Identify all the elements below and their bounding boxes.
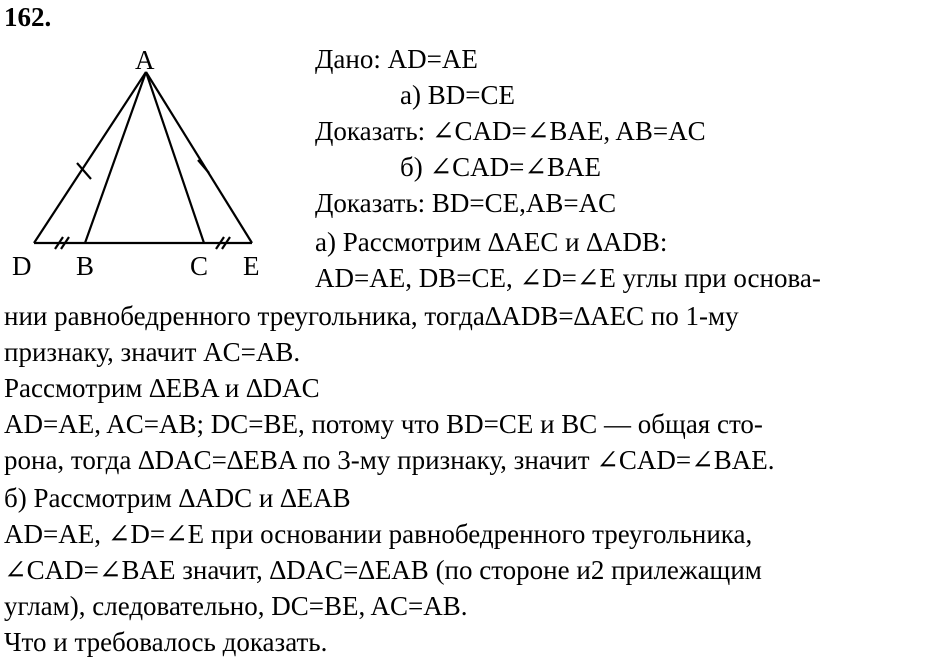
- solution-line: AD=AE, DB=CE, ∠D=∠E углы при основа-: [315, 263, 821, 293]
- tick-ae: [198, 160, 209, 173]
- point-label-b: B: [76, 251, 95, 281]
- solution-line: AD=AE, AC=AB; DC=BE, потому что BD=CE и BC — общая сто-: [4, 409, 763, 439]
- side-ad: [34, 72, 146, 243]
- problem-number: 162.: [4, 2, 52, 32]
- given-line: б) ∠CAD=∠BAE: [400, 152, 601, 182]
- point-label-e: E: [243, 251, 260, 281]
- solution-line: а) Рассмотрим ∆AEC и ∆ADB:: [315, 227, 668, 257]
- point-label-a: A: [135, 45, 155, 75]
- solution-line: ∠CAD=∠BAE значит, ∆DAC=∆EAB (по стороне и2 прилежащим: [4, 555, 762, 585]
- segment-ac: [146, 72, 204, 243]
- point-label-d: D: [12, 251, 32, 281]
- solution-line: б) Рассмотрим ∆ADC и ∆EAB: [4, 483, 351, 513]
- prove-line: Доказать: BD=CE,AB=AC: [315, 188, 617, 218]
- point-label-c: C: [190, 251, 209, 281]
- given-line: а) BD=CE: [400, 80, 515, 110]
- side-ae: [146, 72, 252, 243]
- conclusion-line: Что и требовалось доказать.: [4, 627, 328, 657]
- triangle-figure: [0, 0, 300, 290]
- prove-line: Доказать: ∠CAD=∠BAE, AB=AC: [315, 116, 706, 146]
- solution-line: Рассмотрим ∆EBA и ∆DAC: [4, 373, 320, 403]
- solution-line: рона, тогда ∆DAC=∆EBA по 3-му признаку, значит ∠CAD=∠BAE.: [4, 445, 775, 475]
- solution-line: AD=AE, ∠D=∠E при основании равнобедренного треугольника,: [4, 519, 753, 549]
- solution-line: признаку, значит AC=AB.: [4, 337, 301, 367]
- solution-line: углам), следовательно, DC=BE, AC=AB.: [4, 591, 468, 621]
- solution-line: нии равнобедренного треугольника, тогда∆ADB=∆AEC по 1-му: [4, 301, 739, 331]
- given-line: Дано: AD=AE: [315, 44, 478, 74]
- segment-ab: [85, 72, 146, 243]
